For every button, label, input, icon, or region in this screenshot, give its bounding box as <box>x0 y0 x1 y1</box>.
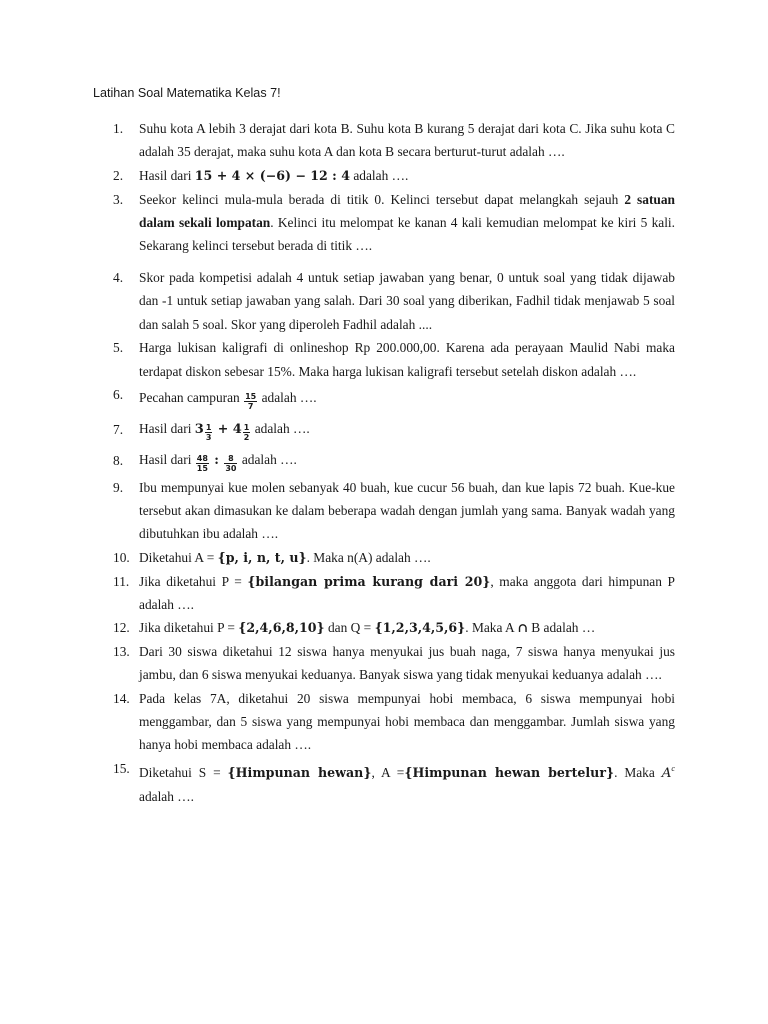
question-text-pre: Jika diketahui P = <box>139 573 248 589</box>
question-3 <box>93 188 675 258</box>
question-text <box>139 445 675 475</box>
question-text-post: , maka anggota dari himpunan P adalah …. <box>139 573 676 612</box>
set-notation: {p, i, n, t, u} <box>217 549 307 565</box>
question-number: 8. <box>113 453 124 469</box>
set-notation: {1,2,3,4,5,6} <box>374 620 466 636</box>
intersection-symbol: ∩ <box>517 620 528 636</box>
question-text-pre: Hasil dari <box>139 420 195 436</box>
question-text-post: . Maka n(A) adalah …. <box>306 549 431 565</box>
fraction <box>196 454 209 473</box>
question-list <box>93 117 675 809</box>
question-text: Suhu kota A lebih 3 derajat dari kota B. Suhu kota B kurang 5 derajat dari kota C. Jika suhu kota C adalah 35 derajat, maka suhu kota A dan kota B secara berturut-turut adalah …. <box>139 121 675 160</box>
question-text-pre: Jika diketahui P = <box>139 620 239 636</box>
set-variable: A <box>661 766 672 782</box>
question-text: Harga lukisan kaligrafi di onlineshop Rp 200.000,00. Karena ada perayaan Maulid Nabi maka terdapat diskon sebesar 15%. Maka harga lukisan kaligrafi tersebut setelah diskon adalah …. <box>139 340 675 379</box>
math-operator: + <box>213 420 233 436</box>
question-text-end: B adalah … <box>527 620 596 636</box>
question-text: Skor pada kompetisi adalah 4 untuk setiap jawaban yang benar, 0 untuk soal yang tidak dijawab dan -1 untuk setiap jawaban yang salah. Dari 30 soal yang diberikan, Fadhil tidak menjawab 5 soal dan salah 5 soal. Skor yang diperoleh Fadhil adalah .... <box>139 270 675 332</box>
complement-superscript: c <box>671 764 675 774</box>
mixed-whole: 4 <box>232 421 242 437</box>
question-number: 13. <box>113 644 130 660</box>
set-notation: {Himpunan hewan bertelur} <box>404 765 615 781</box>
question-text-end: adalah …. <box>139 789 195 805</box>
fraction <box>244 392 257 411</box>
question-2 <box>93 164 675 187</box>
question-number: 12. <box>113 620 130 636</box>
question-text-pre: Hasil dari <box>139 167 195 183</box>
question-text: Pada kelas 7A, diketahui 20 siswa mempunyai hobi membaca, 6 siswa mempunyai hobi menggambar, dan 5 siswa yang mempunyai hobi membaca dan menggambar. Jumlah siswa yang hanya hobi membaca adalah …. <box>139 691 675 753</box>
question-13 <box>93 640 675 686</box>
question-text-mid: , A = <box>371 765 405 781</box>
fraction-denominator: 7 <box>247 402 254 412</box>
question-12 <box>93 616 675 639</box>
question-number: 5. <box>113 340 124 356</box>
question-number: 11. <box>113 573 130 589</box>
question-number: 14. <box>113 691 130 707</box>
fraction <box>243 423 251 442</box>
question-1 <box>93 117 675 163</box>
fraction-numerator: 15 <box>245 392 257 402</box>
question-text-post: . Kelinci itu melompat ke kanan 4 kali kemudian melompat ke kiri 5 kali. Sekarang kelinci tersebut berada di titik …. <box>139 214 676 254</box>
question-text-pre: Diketahui S = <box>139 765 228 781</box>
question-number: 9. <box>113 479 124 495</box>
fraction-numerator: 48 <box>196 454 208 464</box>
question-text <box>139 414 675 445</box>
fraction-numerator: 1 <box>205 422 212 432</box>
question-text: Ibu mempunyai kue molen sebanyak 40 buah, kue cucur 56 buah, dan kue lapis 72 buah. Kue-kue tersebut akan dimasukan ke dalam beberapa wadah dengan jumlah yang sama. Banyak wadah yang dibutuhkan ibu adalah …. <box>139 479 675 542</box>
question-text <box>139 383 675 413</box>
math-operator: : <box>209 452 224 468</box>
question-number: 4. <box>113 270 124 286</box>
question-text: Dari 30 siswa diketahui 12 siswa hanya menyukai jus buah naga, 7 siswa hanya menyukai jus jambu, dan 6 siswa menyukai keduanya. Banyak siswa yang tidak menyukai keduanya adalah …. <box>139 644 675 683</box>
question-4 <box>93 266 675 336</box>
math-expression: 15 + 4 × (−6) − 12 : 4 <box>194 167 350 183</box>
question-11 <box>93 570 675 616</box>
fraction-denominator: 2 <box>243 432 250 442</box>
question-number: 10. <box>113 549 130 565</box>
question-number: 1. <box>113 121 124 136</box>
question-14 <box>93 687 675 757</box>
fraction-numerator: 8 <box>224 454 237 464</box>
fraction <box>224 454 237 473</box>
question-15 <box>93 757 675 808</box>
question-number: 6. <box>113 387 124 403</box>
fraction-numerator: 1 <box>243 422 250 432</box>
fraction-denominator: 15 <box>196 464 208 474</box>
question-text-post: . Maka <box>614 765 662 781</box>
question-9 <box>93 476 675 546</box>
fraction-denominator: 3 <box>205 432 212 442</box>
set-notation: {2,4,6,8,10} <box>238 620 325 636</box>
question-text <box>139 546 675 569</box>
fraction <box>205 423 213 442</box>
question-text-pre: Seekor kelinci mula-mula berada di titik 0. Kelinci tersebut dapat melangkah sejauh <box>139 191 625 207</box>
question-text <box>139 188 675 258</box>
question-6 <box>93 383 675 413</box>
question-number: 3. <box>113 191 124 207</box>
question-text-post: adalah …. <box>349 167 409 183</box>
question-10 <box>93 546 675 569</box>
set-notation: {bilangan prima kurang dari 20} <box>247 573 491 589</box>
question-8 <box>93 445 675 475</box>
question-number: 2. <box>113 167 124 183</box>
question-text <box>139 616 675 639</box>
fraction-denominator: 30 <box>225 464 237 474</box>
set-notation: {Himpunan hewan} <box>227 765 372 781</box>
question-text-post: . Maka A <box>465 620 518 636</box>
question-text <box>139 570 675 616</box>
question-text-post: adalah …. <box>238 452 297 468</box>
question-text <box>139 164 675 187</box>
question-number: 15. <box>113 761 130 777</box>
question-number: 7. <box>113 421 124 437</box>
question-text-mid: dan Q = <box>324 620 375 636</box>
document-title: Latihan Soal Matematika Kelas 7! <box>93 86 281 100</box>
mixed-whole: 3 <box>194 421 204 437</box>
question-text-post: adalah …. <box>251 420 310 436</box>
question-text-pre: Diketahui A = <box>139 549 218 565</box>
question-text-post: adalah …. <box>258 390 317 406</box>
question-text-pre: Hasil dari <box>139 452 195 468</box>
question-text <box>139 757 675 808</box>
bold-phrase: 2 satuan dalam sekali lompatan <box>139 191 675 230</box>
question-5 <box>93 336 675 382</box>
question-text-pre: Pecahan campuran <box>139 390 244 406</box>
question-7 <box>93 414 675 445</box>
